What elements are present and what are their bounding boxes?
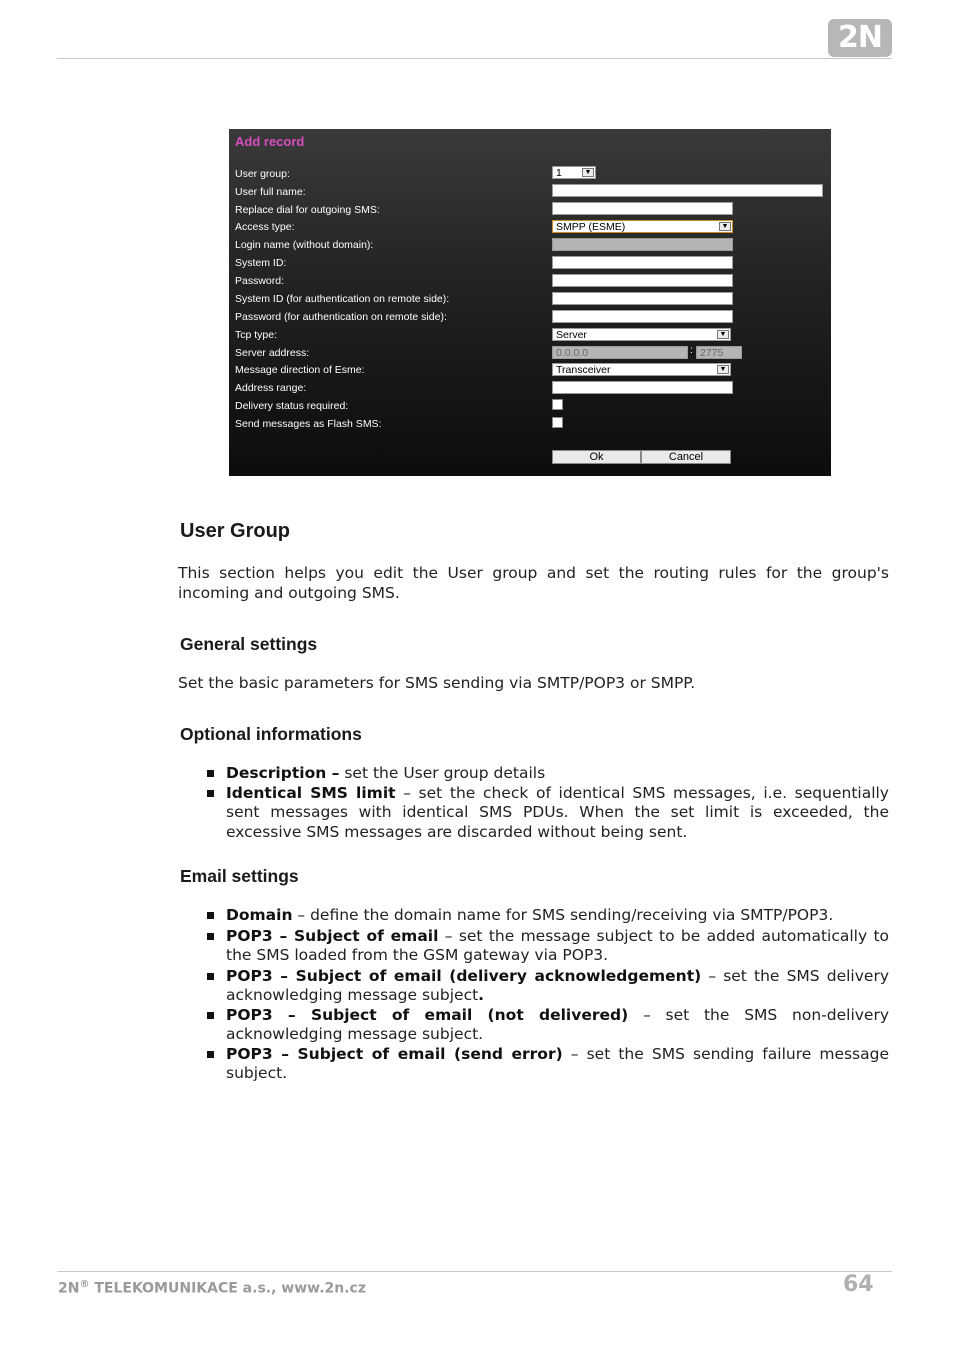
replace-dial-input[interactable]: [552, 202, 733, 215]
label-password: Password:: [235, 275, 285, 287]
section-title-email-settings: Email settings: [180, 866, 299, 886]
chevron-down-icon: ▼: [719, 222, 731, 231]
footer-brand: 2N: [58, 1280, 80, 1297]
footer-divider: [57, 1271, 892, 1272]
label-user-full-name: User full name:: [235, 186, 306, 198]
list-item: [226, 784, 889, 843]
label-flash-sms: Send messages as Flash SMS:: [235, 418, 382, 430]
dialog-title: Add record: [235, 134, 305, 149]
server-address-input[interactable]: [552, 346, 688, 359]
section-title-optional-informations: Optional informations: [180, 724, 362, 744]
password-input[interactable]: [552, 274, 733, 287]
label-system-id: System ID:: [235, 257, 287, 269]
list-item-text: set the User group details: [339, 764, 546, 782]
label-message-direction: Message direction of Esme:: [235, 364, 365, 376]
user-group-value: 1: [556, 167, 562, 179]
email-settings-list: [226, 906, 889, 1084]
user-full-name-input[interactable]: [552, 184, 823, 197]
label-login-name: Login name (without domain):: [235, 239, 374, 251]
header-divider: [57, 58, 892, 59]
label-tcp-type: Tcp type:: [235, 329, 278, 341]
list-item: [226, 1045, 889, 1084]
chevron-down-icon: ▼: [717, 330, 729, 339]
chevron-down-icon: ▼: [717, 365, 729, 374]
label-remote-password: Password (for authentication on remote side):: [235, 311, 447, 323]
tcp-type-value: Server: [556, 329, 587, 341]
flash-sms-checkbox[interactable]: [552, 417, 563, 428]
list-item-text: – set the message subject to be added automatically to the SMS loaded from the GSM gateway via POP3.: [226, 926, 890, 964]
list-item-term: POP3 – Subject of email (not delivered): [226, 1005, 629, 1024]
label-remote-system-id: System ID (for authentication on remote side):: [235, 293, 450, 305]
registered-mark: ®: [79, 1279, 90, 1290]
system-id-input[interactable]: [552, 256, 733, 269]
label-replace-dial: Replace dial for outgoing SMS:: [235, 204, 380, 216]
footer-company: [58, 1279, 366, 1297]
delivery-status-checkbox[interactable]: [552, 399, 563, 410]
list-item: [226, 764, 889, 784]
chevron-down-icon: ▼: [582, 168, 594, 177]
tcp-type-select[interactable]: [552, 328, 731, 341]
user-group-description: This section helps you edit the User group and set the routing rules for the group's incoming and outgoing SMS.: [178, 564, 889, 602]
message-direction-value: Transceiver: [556, 364, 611, 376]
list-item: [226, 967, 889, 1006]
list-item-text: – set the SMS delivery acknowledging message subject: [226, 966, 889, 1004]
server-port-input[interactable]: [696, 346, 742, 359]
access-type-select[interactable]: [552, 220, 733, 233]
list-item-term: POP3 – Subject of email (delivery acknowledgement): [226, 966, 702, 985]
list-item-term: Domain: [226, 906, 293, 924]
label-access-type: Access type:: [235, 221, 295, 233]
footer-company-name: TELEKOMUNIKACE a.s., www.2n.cz: [89, 1280, 366, 1297]
add-record-dialog: [229, 129, 831, 476]
list-item-text: – set the check of identical SMS messages, i.e. sequentially sent messages with identical SMS PDUs. When the set limit is exceeded, the excessive SMS messages are discarded without being sent.: [226, 783, 889, 841]
list-item-term: POP3 – Subject of email (send error): [226, 1044, 563, 1063]
ok-button[interactable]: Ok: [552, 450, 641, 464]
access-type-value: SMPP (ESME): [556, 221, 626, 233]
list-item: [226, 1006, 889, 1045]
label-user-group: User group:: [235, 168, 290, 180]
address-range-input[interactable]: [552, 381, 733, 394]
remote-system-id-input[interactable]: [552, 292, 733, 305]
label-delivery-status: Delivery status required:: [235, 400, 349, 412]
list-item: [226, 927, 889, 966]
section-title-general-settings: General settings: [180, 634, 318, 654]
address-port-separator: :: [690, 345, 693, 356]
list-item-term: Description –: [226, 764, 340, 782]
list-item: [226, 906, 889, 926]
optional-informations-list: [226, 764, 889, 842]
page-number: 64: [843, 1272, 874, 1297]
list-item-term: Identical SMS limit: [226, 783, 396, 802]
message-direction-select[interactable]: [552, 363, 731, 376]
section-title-user-group: User Group: [180, 520, 291, 542]
general-settings-description: Set the basic parameters for SMS sending via SMTP/POP3 or SMPP.: [178, 674, 696, 692]
list-item-period: .: [478, 986, 485, 1004]
user-group-select[interactable]: [552, 166, 596, 179]
cancel-button[interactable]: Cancel: [641, 450, 731, 464]
list-item-text: – set the SMS non-delivery acknowledging message subject.: [226, 1005, 890, 1043]
server-port-value: 2775: [700, 347, 724, 359]
login-name-input[interactable]: [552, 238, 733, 251]
remote-password-input[interactable]: [552, 310, 733, 323]
list-item-term: POP3 – Subject of email: [226, 926, 439, 945]
list-item-text: – set the SMS sending failure message subject.: [226, 1044, 890, 1082]
label-address-range: Address range:: [235, 382, 307, 394]
list-item-text: – define the domain name for SMS sending/receiving via SMTP/POP3.: [292, 906, 834, 924]
company-logo: 2N: [828, 19, 892, 57]
label-server-address: Server address:: [235, 347, 310, 359]
server-address-value: 0.0.0.0: [556, 347, 589, 359]
